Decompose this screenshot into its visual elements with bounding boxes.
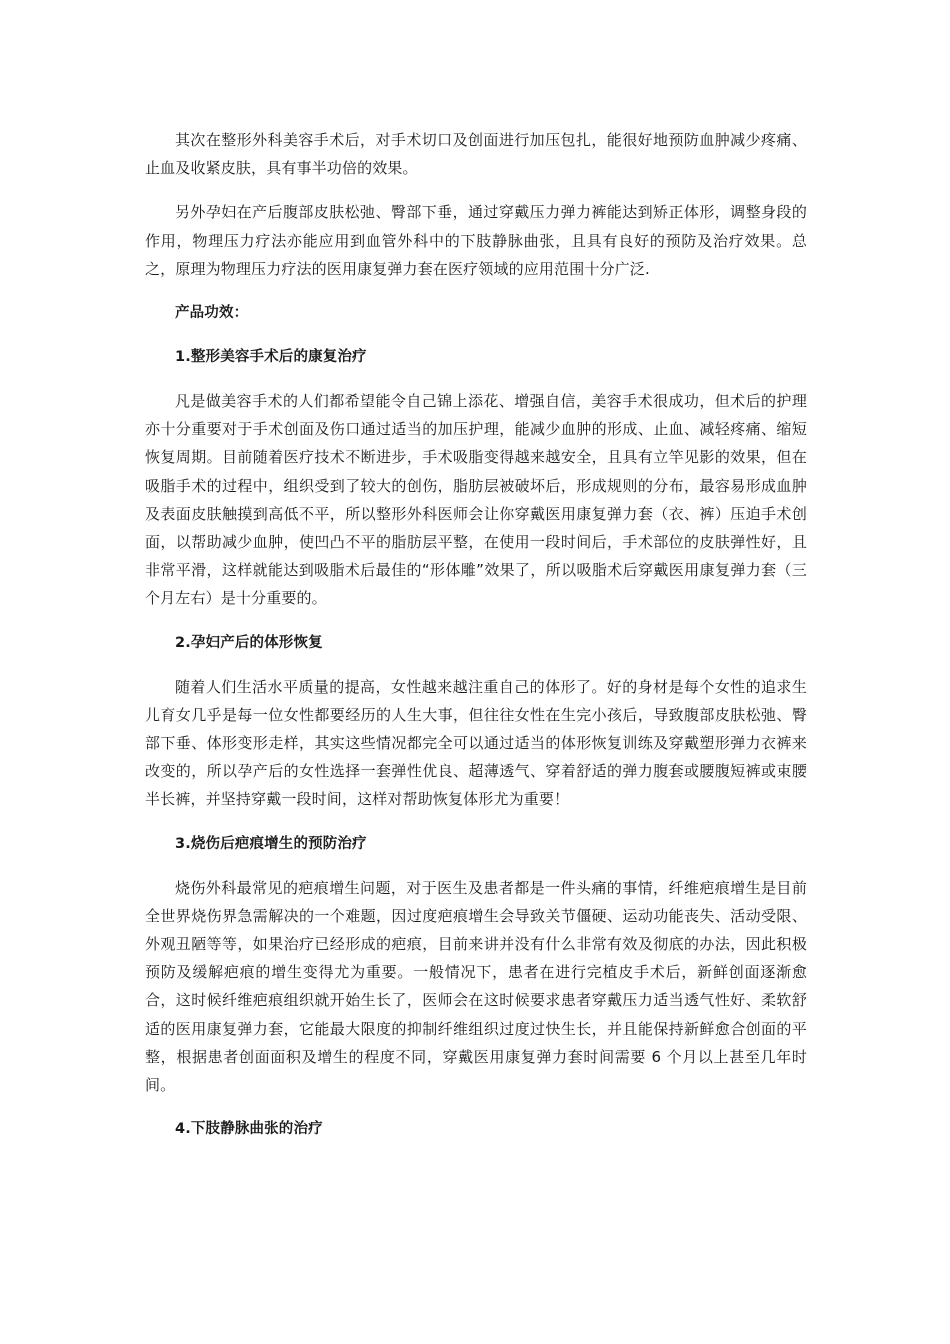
paragraph-cosmetic-surgery-recovery: 凡是做美容手术的人们都希望能令自己锦上添花、增强自信，美容手术很成功，但术后的护理亦十分重要对于手术创面及伤口通过适当的加压护理，能减少血肿的形成、止血、减轻疼痛、缩短恢复周期。目前随着医疗技术不断进步，手术吸脂变得越来越安全，且具有立竿见影的效果，但在吸脂手术的过程中，组织受到了较大的创伤，脂肪层被破坏后，形成规则的分布，最容易形成血肿及表面皮肤触摸到高低不平，所以整形外科医师会让你穿戴医用康复弹力套（衣、裤）压迫手术创面，以帮助减少血肿，使凹凸不平的脂肪层平整，在使用一段时间后，手术部位的皮肤弹性好，且非常平滑，这样就能达到吸脂术后最佳的“形体雕”效果了，所以吸脂术后穿戴医用康复弹力套（三个月左右）是十分重要的。 [145,392,807,608]
heading-postpartum-body-recovery: 2.孕妇产后的体形恢复 [175,634,323,651]
heading-burn-scar-prevention: 3.烧伤后疤痕增生的预防治疗 [175,835,367,852]
heading-cosmetic-surgery-recovery: 1.整形美容手术后的康复治疗 [175,349,367,366]
paragraph-burn-scar-prevention: 烧伤外科最常见的疤痕增生问题，对于医生及患者都是一件头痛的事情，纤维疤痕增生是目前全世界烧伤界急需解决的一个难题，因过度疤痕增生会导致关节僵硬、运动功能丧失、活动受限、外观丑陋等等，如果治疗已经形成的疤痕，目前来讲并没有什么非常有效及彻底的办法，因此积极预防及缓解疤痕的增生变得尤为重要。一般情况下，患者在进行完植皮手术后，新鲜创面逐渐愈合，这时候纤维疤痕组织就开始生长了，医师会在这时候要求患者穿戴压力适当透气性好、柔软舒适的医用康复弹力套，它能最大限度的抑制纤维组织过度过快生长，并且能保持新鲜愈合创面的平整，根据患者创面面积及增生的程度不同，穿戴医用康复弹力套时间需要 6 个月以上甚至几年时间。 [145,878,807,1095]
paragraph-postpartum-and-varicose: 另外孕妇在产后腹部皮肤松弛、臀部下垂，通过穿戴压力弹力裤能达到矫正体形，调整身段的作用，物理压力疗法亦能应用到血管外科中的下肢静脉曲张，且具有良好的预防及治疗效果。总之，原理为物理压力疗法的医用康复弹力套在医疗领域的应用范围十分广泛. [145,203,807,278]
heading-varicose-vein-treatment: 4.下肢静脉曲张的治疗 [175,1121,323,1138]
document-body [145,126,807,1159]
section-heading-product-functions: 产品功效： [175,305,249,322]
paragraph-postpartum-body-recovery: 随着人们生活水平质量的提高，女性越来越注重自己的体形了。好的身材是每个女性的追求生儿育女几乎是每一位女性都要经历的人生大事，但往往女性在生完小孩后，导致腹部皮肤松弛、臀部下垂、体形变形走样，其实这些情况都完全可以通过适当的体形恢复训练及穿戴塑形弹力衣裤来改变的，所以孕产后的女性选择一套弹性优良、超薄透气、穿着舒适的弹力腹套或腰腹短裤或束腰半长裤，并坚持穿戴一段时间，这样对帮助恢复体形尤为重要！ [145,677,807,809]
paragraph-post-surgery-compression: 其次在整形外科美容手术后，对手术切口及创面进行加压包扎，能很好地预防血肿减少疼痛、止血及收紧皮肤，具有事半功倍的效果。 [145,131,807,178]
